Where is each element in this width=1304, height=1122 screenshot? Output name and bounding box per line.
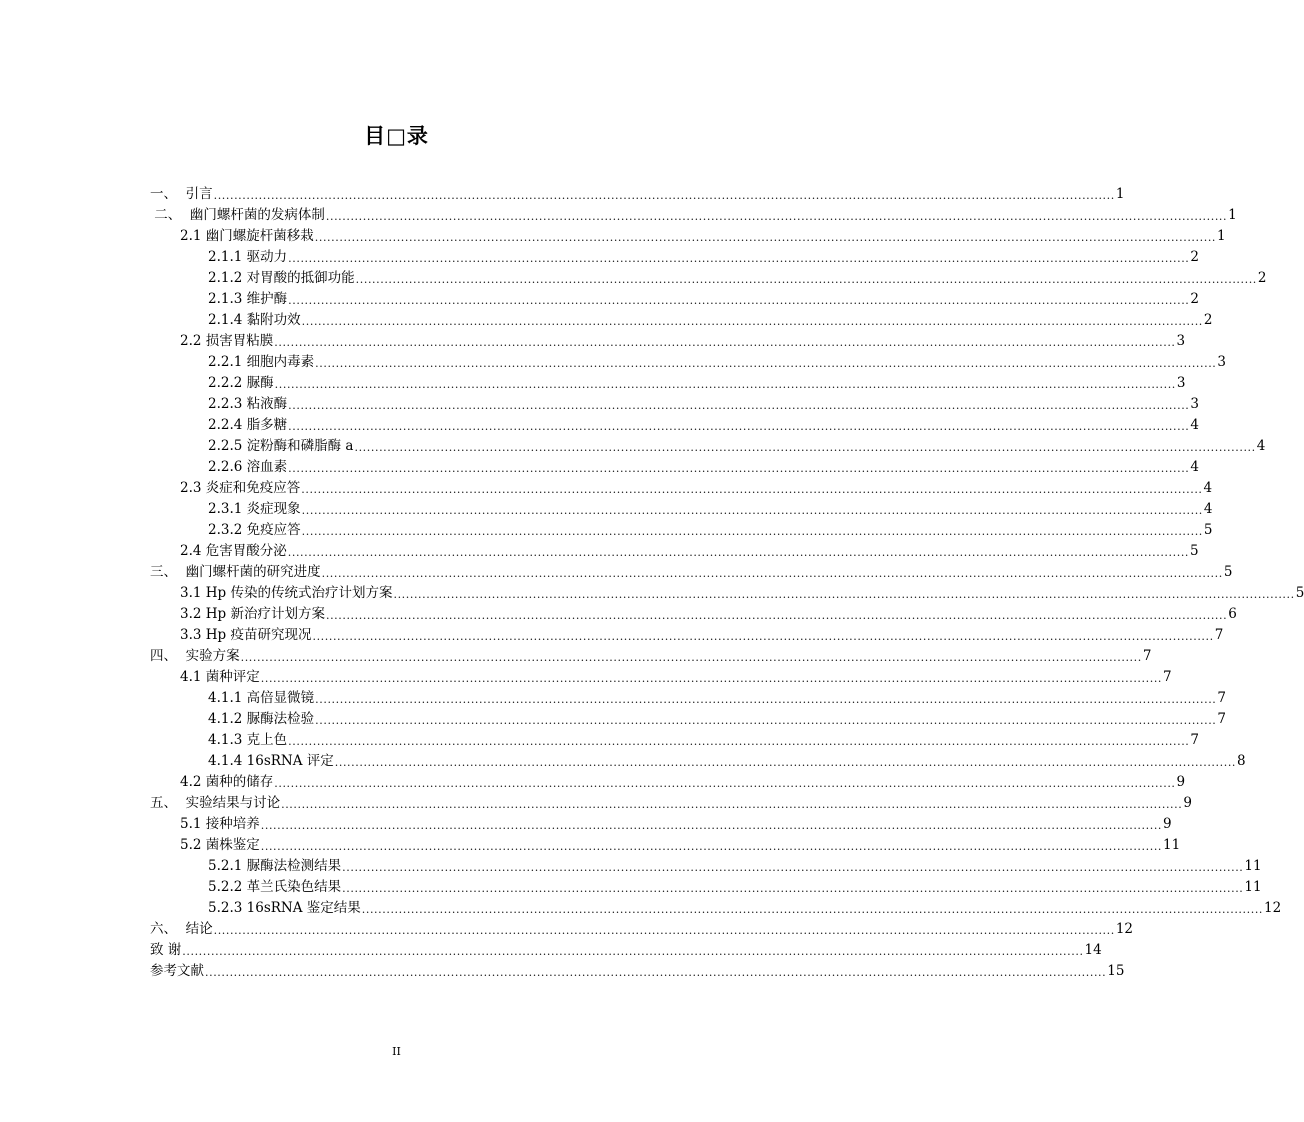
toc-entry-page: 11 <box>1163 837 1181 853</box>
toc-entry[interactable] <box>150 287 1199 308</box>
toc-entry[interactable] <box>150 518 1213 539</box>
toc-entry-label: 4.1.1 高倍显微镜 <box>208 690 315 706</box>
toc-entry-label: 4.1.2 脲酶法检验 <box>208 711 315 727</box>
toc-entry[interactable] <box>150 581 1304 602</box>
toc-leader-dots: ............................................................................................................................................................................................................................ <box>312 630 1214 643</box>
toc-leader-dots: ............................................................................................................................................................................................................................ <box>315 714 1217 727</box>
toc-entry-label: 2.1 幽门螺旋杆菌移栽 <box>180 228 314 244</box>
toc-leader-dots: ............................................................................................................................................................................................................................ <box>240 651 1142 664</box>
toc-entry-label: 4.1.4 16sRNA 评定 <box>208 753 334 769</box>
toc-entry-label: 2.2 损害胃粘膜 <box>180 333 274 349</box>
toc-entry-label: 3.2 Hp 新治疗计划方案 <box>180 606 325 622</box>
toc-entry[interactable] <box>150 938 1102 959</box>
toc-entry[interactable] <box>150 959 1125 980</box>
toc-entry-label: 2.3.1 炎症现象 <box>208 501 301 517</box>
toc-entry-label: 5.2 菌株鉴定 <box>180 837 260 853</box>
toc-leader-dots: ............................................................................................................................................................................................................................ <box>288 420 1190 433</box>
toc-entry-label: 2.1.2 对胃酸的抵御功能 <box>208 270 355 286</box>
toc-entry-page: 9 <box>1183 795 1192 811</box>
toc-leader-dots: ............................................................................................................................................................................................................................ <box>288 735 1190 748</box>
toc-entry-label: 一、 引言 <box>150 186 213 202</box>
toc-entry-page: 5 <box>1203 522 1213 538</box>
toc-entry-label: 2.1.3 维护酶 <box>208 291 288 307</box>
toc-entry[interactable] <box>150 539 1199 560</box>
page-number: II <box>392 1045 401 1058</box>
toc-entry-page: 1 <box>1217 228 1226 244</box>
toc-entry-label: 2.2.5 淀粉酶和磷脂酶 a <box>208 438 354 454</box>
toc-entry[interactable] <box>150 266 1267 287</box>
toc-entry-page: 7 <box>1217 711 1226 727</box>
toc-entry-page: 3 <box>1190 396 1199 412</box>
toc-leader-dots: ............................................................................................................................................................................................................................ <box>325 609 1228 622</box>
toc-entry-label: 2.3.2 免疫应答 <box>208 522 301 538</box>
toc-entry-page: 12 <box>1115 921 1134 937</box>
toc-leader-dots: ............................................................................................................................................................................................................................ <box>301 504 1203 517</box>
toc-entry[interactable] <box>150 728 1199 749</box>
toc-entry[interactable] <box>150 350 1226 371</box>
page-title: 目□录 <box>364 124 429 148</box>
toc-entry-label: 三、 幽门螺杆菌的研究进度 <box>150 564 321 580</box>
toc-entry[interactable] <box>150 749 1246 770</box>
toc-entry-page: 9 <box>1176 774 1186 790</box>
toc-entry-label: 2.4 危害胃酸分泌 <box>180 543 287 559</box>
toc-entry[interactable] <box>150 455 1199 476</box>
toc-entry[interactable] <box>150 812 1172 833</box>
toc-entry-page: 14 <box>1084 942 1102 958</box>
toc-entry-page: 4 <box>1190 417 1199 433</box>
toc-entry-label: 2.2.1 细胞内毒素 <box>208 354 315 370</box>
toc-entry-page: 7 <box>1142 648 1152 664</box>
toc-leader-dots: ............................................................................................................................................................................................................................ <box>260 819 1163 832</box>
toc-entry-label: 二、 幽门螺杆菌的发病体制 <box>150 207 325 223</box>
toc-entry[interactable] <box>150 182 1125 203</box>
toc-entry[interactable] <box>150 644 1152 665</box>
toc-leader-dots: ............................................................................................................................................................................................................................ <box>315 693 1217 706</box>
toc-entry-label: 2.1.4 黏附功效 <box>208 312 301 328</box>
toc-entry-page: 3 <box>1217 354 1226 370</box>
toc-entry[interactable] <box>150 560 1233 581</box>
toc-entry-page: 4 <box>1203 501 1213 517</box>
toc-leader-dots: ............................................................................................................................................................................................................................ <box>354 441 1256 454</box>
toc-leader-dots: ............................................................................................................................................................................................................................ <box>342 861 1244 874</box>
toc-leader-dots: ............................................................................................................................................................................................................................ <box>334 756 1237 769</box>
toc-entry-label: 致 谢 <box>150 942 182 958</box>
toc-entry-label: 3.1 Hp 传染的传统式治疗计划方案 <box>180 585 393 601</box>
toc-entry-label: 5.2.1 脲酶法检测结果 <box>208 858 342 874</box>
toc-entry-page: 12 <box>1264 900 1282 916</box>
toc-entry-page: 2 <box>1190 249 1199 265</box>
table-of-contents <box>150 182 1304 980</box>
toc-entry-page: 7 <box>1217 690 1226 706</box>
toc-entry[interactable] <box>150 854 1262 875</box>
toc-leader-dots: ............................................................................................................................................................................................................................ <box>274 378 1176 391</box>
toc-entry[interactable] <box>150 413 1199 434</box>
toc-entry[interactable] <box>150 602 1237 623</box>
toc-entry-label: 2.2.6 溶血素 <box>208 459 288 475</box>
toc-leader-dots: ............................................................................................................................................................................................................................ <box>315 357 1217 370</box>
toc-entry[interactable] <box>150 707 1226 728</box>
toc-entry-page: 8 <box>1237 753 1246 769</box>
toc-entry[interactable] <box>150 392 1199 413</box>
toc-entry-page: 5 <box>1190 543 1199 559</box>
toc-entry-label: 2.2.2 脲酶 <box>208 375 274 391</box>
toc-entry-page: 7 <box>1190 732 1199 748</box>
toc-leader-dots: ............................................................................................................................................................................................................................ <box>274 336 1176 349</box>
toc-entry-label: 2.1.1 驱动力 <box>208 249 288 265</box>
toc-leader-dots: ............................................................................................................................................................................................................................ <box>260 672 1163 685</box>
toc-leader-dots: ............................................................................................................................................................................................................................ <box>314 231 1217 244</box>
toc-leader-dots: ............................................................................................................................................................................................................................ <box>301 525 1203 538</box>
toc-leader-dots: ............................................................................................................................................................................................................................ <box>355 273 1257 286</box>
toc-leader-dots: ............................................................................................................................................................................................................................ <box>182 945 1084 958</box>
toc-entry[interactable] <box>150 476 1213 497</box>
toc-leader-dots: ............................................................................................................................................................................................................................ <box>288 399 1190 412</box>
toc-leader-dots: ............................................................................................................................................................................................................................ <box>342 882 1244 895</box>
toc-entry-label: 2.2.4 脂多糖 <box>208 417 288 433</box>
toc-leader-dots: ............................................................................................................................................................................................................................ <box>288 252 1190 265</box>
toc-entry-label: 六、 结论 <box>150 921 213 937</box>
toc-leader-dots: ............................................................................................................................................................................................................................ <box>288 462 1190 475</box>
toc-entry-label: 4.1.3 克上色 <box>208 732 288 748</box>
toc-entry[interactable] <box>150 833 1181 854</box>
toc-leader-dots: ............................................................................................................................................................................................................................ <box>213 924 1115 937</box>
toc-leader-dots: ............................................................................................................................................................................................................................ <box>301 483 1203 496</box>
toc-entry-label: 四、 实验方案 <box>150 648 240 664</box>
toc-entry-page: 2 <box>1257 270 1267 286</box>
toc-leader-dots: ............................................................................................................................................................................................................................ <box>325 210 1228 223</box>
toc-leader-dots: ............................................................................................................................................................................................................................ <box>205 966 1107 979</box>
toc-entry-label: 5.2.2 革兰氏染色结果 <box>208 879 342 895</box>
toc-entry[interactable] <box>150 686 1226 707</box>
toc-entry-page: 7 <box>1214 627 1224 643</box>
toc-leader-dots: ............................................................................................................................................................................................................................ <box>213 189 1115 202</box>
toc-entry-page: 4 <box>1256 438 1266 454</box>
toc-entry[interactable] <box>150 203 1237 224</box>
toc-entry[interactable] <box>150 665 1172 686</box>
toc-leader-dots: ............................................................................................................................................................................................................................ <box>393 588 1295 601</box>
toc-entry[interactable] <box>150 623 1224 644</box>
toc-entry-page: 11 <box>1244 879 1262 895</box>
toc-entry-page: 4 <box>1190 459 1199 475</box>
toc-entry-page: 4 <box>1203 480 1213 496</box>
toc-entry[interactable] <box>150 308 1213 329</box>
toc-entry-label: 3.3 Hp 疫苗研究现况 <box>180 627 312 643</box>
toc-entry[interactable] <box>150 245 1199 266</box>
toc-entry-page: 1 <box>1115 186 1125 202</box>
toc-entry[interactable] <box>150 896 1282 917</box>
toc-entry[interactable] <box>150 917 1134 938</box>
toc-entry-page: 5 <box>1295 585 1304 601</box>
toc-entry[interactable] <box>150 329 1186 350</box>
toc-leader-dots: ............................................................................................................................................................................................................................ <box>288 294 1190 307</box>
toc-entry[interactable] <box>150 224 1226 245</box>
toc-entry[interactable] <box>150 875 1262 896</box>
toc-entry-page: 6 <box>1228 606 1237 622</box>
toc-leader-dots: ............................................................................................................................................................................................................................ <box>281 798 1183 811</box>
toc-entry[interactable] <box>150 434 1266 455</box>
toc-entry-label: 4.1 菌种评定 <box>180 669 260 685</box>
toc-entry-label: 4.2 菌种的储存 <box>180 774 274 790</box>
toc-entry-page: 2 <box>1203 312 1213 328</box>
toc-entry-page: 3 <box>1176 333 1186 349</box>
toc-entry-page: 7 <box>1163 669 1172 685</box>
toc-leader-dots: ............................................................................................................................................................................................................................ <box>321 567 1223 580</box>
toc-entry[interactable] <box>150 497 1213 518</box>
toc-leader-dots: ............................................................................................................................................................................................................................ <box>301 315 1203 328</box>
toc-entry-page: 1 <box>1228 207 1237 223</box>
toc-entry-page: 3 <box>1176 375 1186 391</box>
toc-entry-page: 9 <box>1163 816 1172 832</box>
toc-entry[interactable] <box>150 371 1186 392</box>
toc-leader-dots: ............................................................................................................................................................................................................................ <box>287 546 1190 559</box>
toc-entry-page: 5 <box>1223 564 1233 580</box>
toc-leader-dots: ............................................................................................................................................................................................................................ <box>361 903 1264 916</box>
toc-entry-label: 2.3 炎症和免疫应答 <box>180 480 301 496</box>
toc-entry[interactable] <box>150 791 1192 812</box>
toc-entry-label: 参考文献 <box>150 963 204 979</box>
toc-entry-page: 15 <box>1107 963 1125 979</box>
toc-entry-label: 五、 实验结果与讨论 <box>150 795 281 811</box>
toc-entry-label: 5.2.3 16sRNA 鉴定结果 <box>208 900 361 916</box>
toc-entry-label: 5.1 接种培养 <box>180 816 260 832</box>
toc-entry[interactable] <box>150 770 1186 791</box>
toc-entry-label: 2.2.3 粘液酶 <box>208 396 288 412</box>
toc-entry-page: 11 <box>1244 858 1262 874</box>
toc-leader-dots: ............................................................................................................................................................................................................................ <box>274 777 1176 790</box>
toc-leader-dots: ............................................................................................................................................................................................................................ <box>260 840 1163 853</box>
toc-entry-page: 2 <box>1190 291 1199 307</box>
